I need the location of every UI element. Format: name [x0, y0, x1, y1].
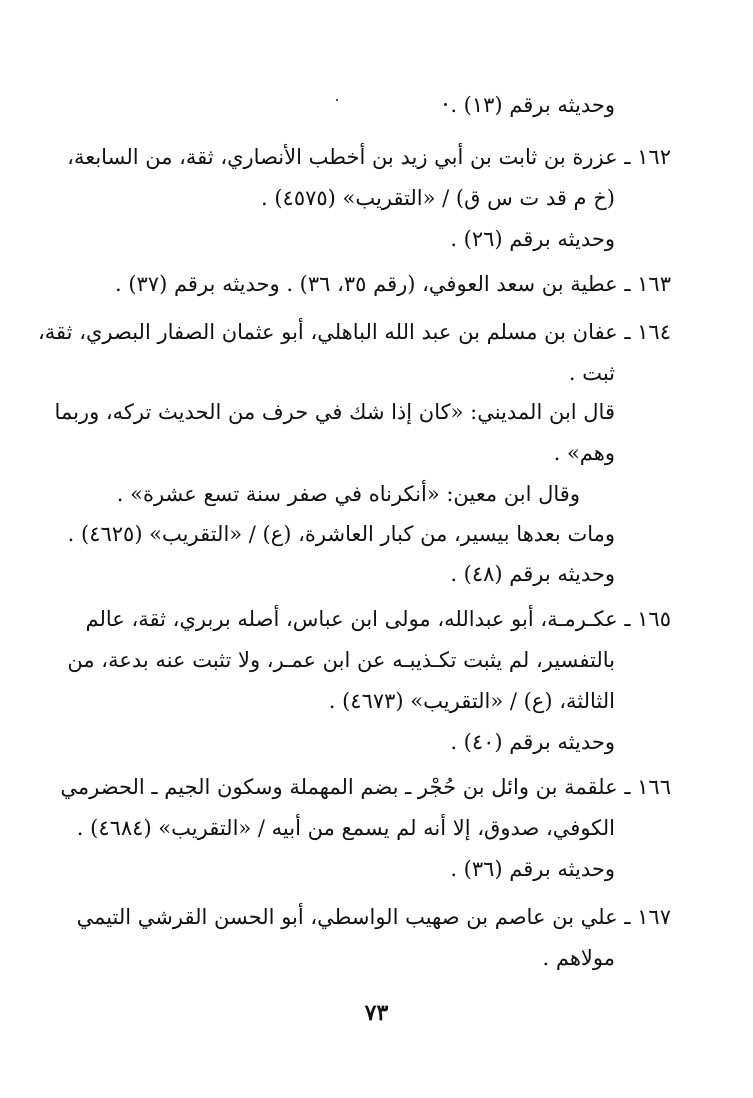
text-line: ومات بعدها بيسير، من كبار العاشرة، (ع) / «التقريب» (٤٦٢٥) .: [67, 522, 615, 546]
entry-167-line: ١٦٧ ـ علي بن عاصم بن صهيب الواسطي، أبو الحسن القرشي التيمي: [76, 905, 671, 929]
entry-165-line: ١٦٥ ـ عكـرمـة، أبو عبدالله، مولى ابن عباس، أصله بربري، ثقة، عالم: [85, 607, 671, 631]
text-line: مولاهم .: [542, 946, 615, 970]
text-line: وحديثه برقم (٢٦) .: [450, 227, 615, 251]
text-line: وقال ابن معين: «أنكرناه في صفر سنة تسع عشرة» .: [116, 482, 580, 506]
text-line: ثبت .: [568, 361, 615, 385]
entry-166-line: ١٦٦ ـ علقمة بن وائل بن حُجْر ـ بضم المهملة وسكون الجيم ـ الحضرمي: [60, 775, 671, 799]
text-line: وحديثه برقم (٤٠) .: [450, 730, 615, 754]
text-line: الثالثة، (ع) / «التقريب» (٤٦٧٣) .: [328, 689, 615, 713]
entry-164-line: ١٦٤ ـ عفان بن مسلم بن عبد الله الباهلي، أبو عثمان الصفار البصري، ثقة،: [38, 320, 671, 344]
text-line: الكوفي، صدوق، إلا أنه لم يسمع من أبيه / «التقريب» (٤٦٨٤) .: [76, 816, 615, 840]
page-number: ٧٣: [364, 1000, 389, 1026]
text-line: وحديثه برقم (٣٦) .: [450, 857, 615, 881]
text-line: وهم» .: [553, 441, 615, 465]
text-line: قال ابن المديني: «كان إذا شك في حرف من الحديث تركه، وربما: [54, 400, 615, 424]
entry-163-line: ١٦٣ ـ عطية بن سعد العوفي، (رقم ٣٥، ٣٦) . وحديثه برقم (٣٧) .: [114, 272, 671, 296]
print-speck: [444, 103, 447, 106]
text-line: بالتفسير، لم يثبت تكـذيبـه عن ابن عمـر، ولا تثبت عنه بدعة، من: [67, 648, 615, 672]
entry-162-line: ١٦٢ ـ عزرة بن ثابت بن أبي زيد بن أخطب الأنصاري، ثقة، من السابعة،: [67, 145, 671, 169]
text-line: وحديثه برقم (١٣) .: [450, 93, 615, 117]
text-line: وحديثه برقم (٤٨) .: [450, 562, 615, 586]
print-speck: [336, 99, 338, 101]
text-line: (خ م قد ت س ق) / «التقريب» (٤٥٧٥) .: [261, 186, 615, 210]
